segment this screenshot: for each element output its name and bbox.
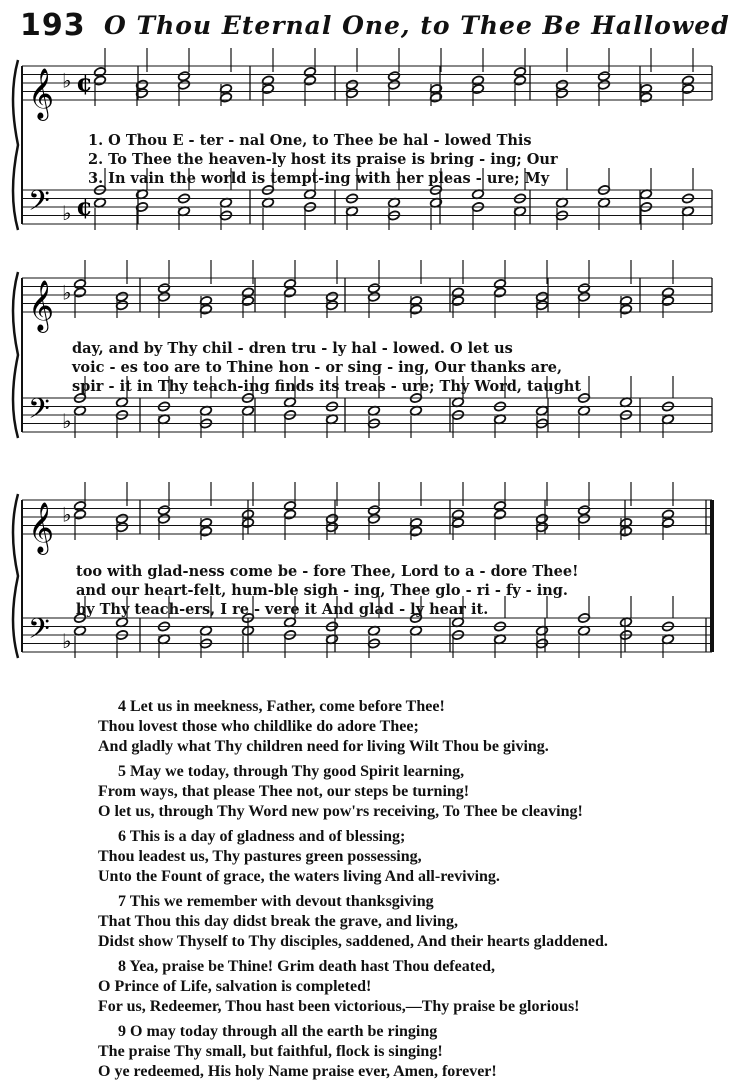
svg-text:𝄞: 𝄞 [28, 280, 55, 331]
svg-text:𝄞: 𝄞 [28, 502, 55, 553]
verse-5-line-1: 5 May we today, through Thy good Spirit learning, [118, 763, 465, 780]
verse-9-line-3: O ye redeemed, His holy Name praise ever, Amen, forever! [98, 1063, 497, 1080]
hymn-title: O Thou Eternal One, to Thee Be Hallowed [104, 11, 730, 40]
lyric-line-3: by Thy teach-ers, I re - vere it And glad - ly hear it. [76, 601, 489, 618]
svg-text:♭: ♭ [62, 408, 72, 433]
lyric-line-1: 1. O Thou E - ter - nal One, to Thee be hal - lowed This [88, 132, 532, 149]
verse-4-line-2: Thou lovest those who childlike do adore Thee; [98, 718, 419, 735]
verse-7-line-2: That Thou this day didst break the grave, and living, [98, 913, 458, 930]
lyric-line-2: and our heart-felt, hum-ble sigh - ing, Thee glo - ri - fy - ing. [76, 582, 568, 599]
verse-5-line-2: From ways, that please Thee not, our steps be turning! [98, 783, 470, 800]
svg-text:♭: ♭ [62, 68, 72, 93]
hymn-number: 193 [20, 8, 86, 43]
lyric-line-3: 3. In vain the world is tempt-ing with her pleas - ure; My [88, 170, 550, 187]
lyric-line-2: 2. To Thee the heaven-ly host its praise is bring - ing; Our [88, 151, 558, 168]
verse-6-line-3: Unto the Fount of grace, the waters living And all-reviving. [98, 868, 500, 885]
svg-text:¢: ¢ [76, 192, 93, 221]
svg-text:♭: ♭ [62, 628, 72, 653]
verse-4-line-3: And gladly what Thy children need for living Wilt Thou be giving. [98, 738, 549, 755]
svg-text:𝄢: 𝄢 [28, 184, 50, 225]
verse-9-line-1: 9 O may today through all the earth be ringing [118, 1023, 438, 1040]
verse-8-line-2: O Prince of Life, salvation is completed! [98, 978, 372, 995]
svg-text:𝄢: 𝄢 [28, 392, 50, 433]
svg-text:♭: ♭ [62, 200, 72, 225]
svg-text:♭: ♭ [62, 280, 72, 305]
svg-text:𝄢: 𝄢 [28, 612, 50, 653]
verse-9-line-2: The praise Thy small, but faithful, flock is singing! [98, 1043, 443, 1060]
lyric-line-1: day, and by Thy chil - dren tru - ly hal - lowed. O let us [72, 340, 513, 357]
verse-6-line-2: Thou leadest us, Thy pastures green possessing, [98, 848, 422, 865]
svg-text:¢: ¢ [76, 68, 93, 97]
verse-7-line-1: 7 This we remember with devout thanksgiving [118, 893, 434, 910]
verse-5-line-3: O let us, through Thy Word new pow'rs receiving, To Thee be cleaving! [98, 803, 583, 820]
svg-text:𝄞: 𝄞 [28, 68, 55, 119]
verse-8-line-3: For us, Redeemer, Thou hast been victorious,—Thy praise be glorious! [98, 998, 580, 1015]
verse-4-line-1: 4 Let us in meekness, Father, come before Thee! [118, 698, 445, 715]
svg-text:♭: ♭ [62, 502, 72, 527]
verse-7-line-3: Didst show Thyself to Thy disciples, saddened, And their hearts gladdened. [98, 933, 608, 950]
verse-6-line-1: 6 This is a day of gladness and of blessing; [118, 828, 406, 845]
verse-8-line-1: 8 Yea, praise be Thine! Grim death hast Thou defeated, [118, 958, 496, 975]
lyric-line-3: spir - it in Thy teach-ing finds its treas - ure; Thy Word, taught [72, 378, 582, 395]
lyric-line-1: too with glad-ness come be - fore Thee, Lord to a - dore Thee! [76, 563, 579, 580]
lyric-line-2: voic - es too are to Thine hon - or sing - ing, Our thanks are, [72, 359, 563, 376]
